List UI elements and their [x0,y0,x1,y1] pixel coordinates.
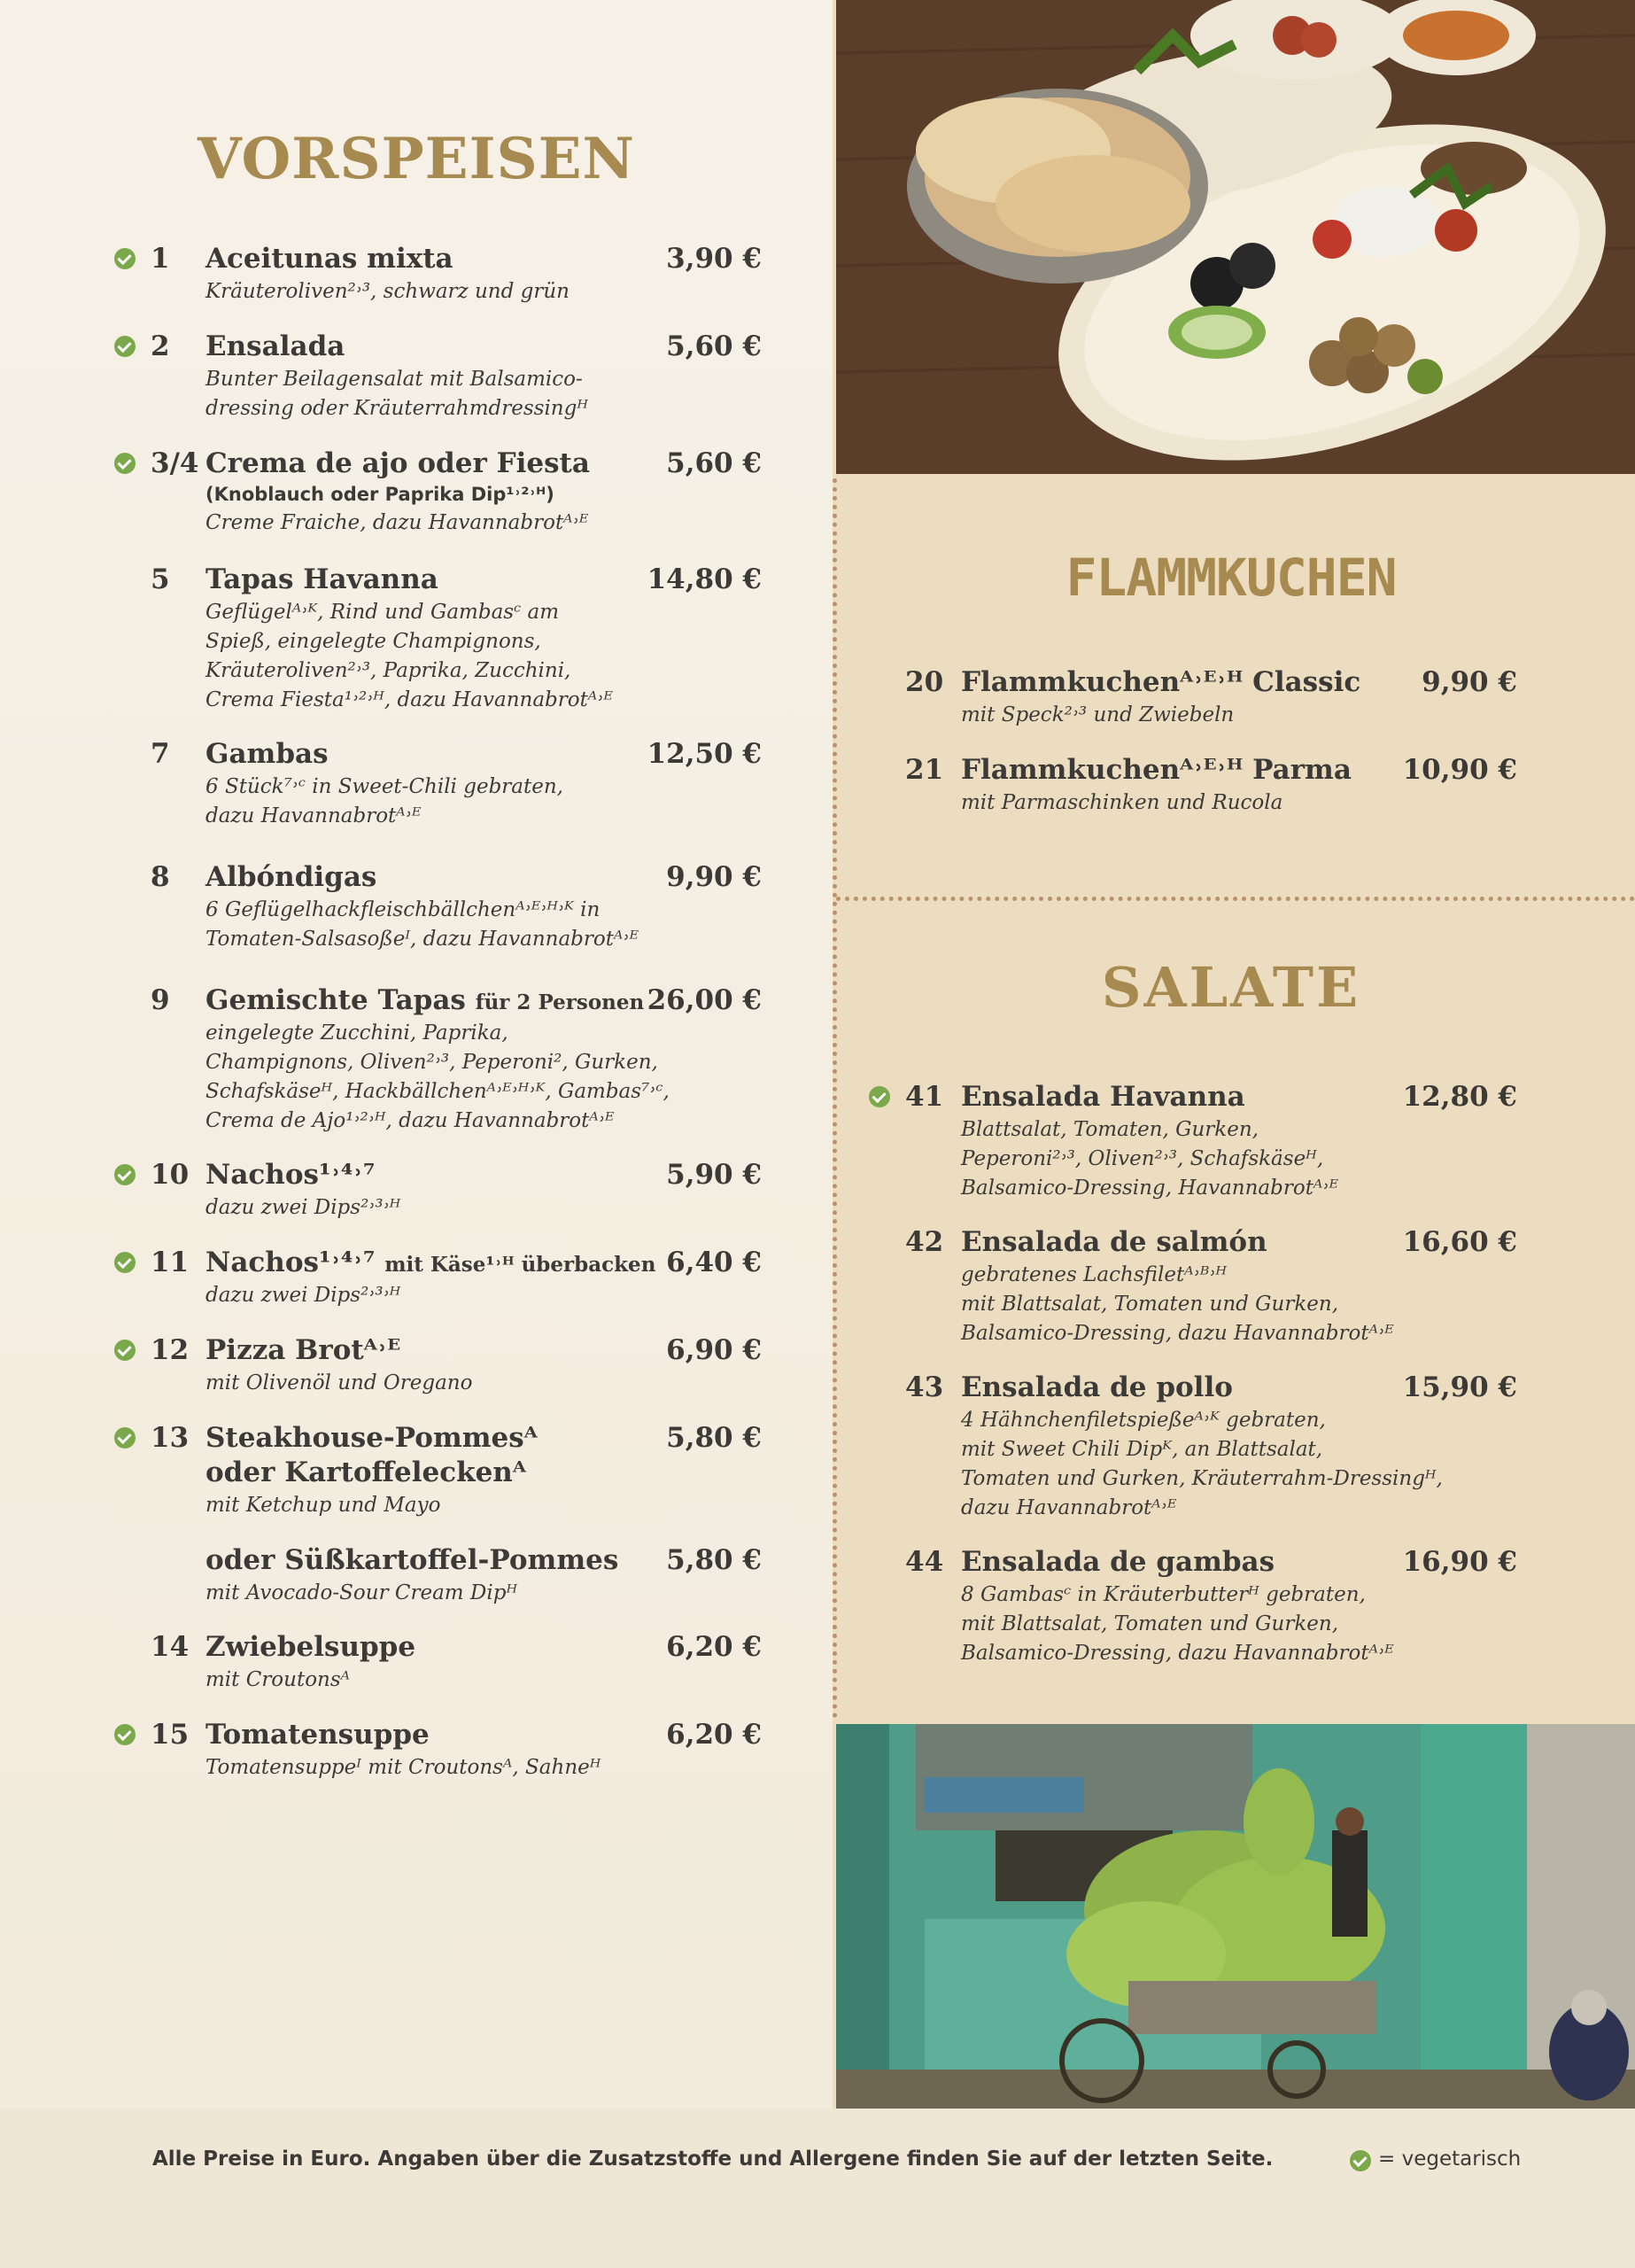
item-subtitle: (Knoblauch oder Paprika Dip¹˒²˒ᴴ) [205,484,554,505]
item-number: 3/4 [151,447,199,479]
item-price: 16,90 € [1402,1546,1517,1578]
item-name-note: mit Käse¹˒ᴴ überbacken [384,1253,656,1277]
item-number: 8 [151,861,170,893]
item-description: 4 Hähnchenfiletspießeᴬ˒ᴷ gebraten, [961,1409,1326,1432]
vegetarian-icon [114,1164,136,1185]
item-name: Ensalada de pollo [961,1371,1233,1403]
item-description: Balsamico-Dressing, Havannabrotᴬ˒ᴱ [961,1177,1339,1200]
item-price: 3,90 € [666,243,762,275]
item-description: Creme Fraiche, dazu Havannabrotᴬ˒ᴱ [205,511,589,534]
tapas-photo [836,0,1635,474]
item-number: 44 [905,1546,944,1578]
item-description: Balsamico-Dressing, dazu Havannabrotᴬ˒ᴱ [961,1322,1394,1345]
item-price: 12,80 € [1402,1081,1517,1113]
item-price: 6,40 € [666,1247,762,1278]
item-price: 26,00 € [647,984,762,1016]
item-description: Geflügelᴬ˒ᴷ, Rind und Gambasᶜ am [205,601,560,624]
item-price: 10,90 € [1402,754,1517,786]
item-price: 5,80 € [666,1544,762,1576]
item-description: dazu Havannabrotᴬ˒ᴱ [205,804,422,827]
item-number: 2 [151,330,170,362]
item-name: oder Süßkartoffel-Pommes [205,1544,619,1576]
item-name: Ensalada de salmón [961,1226,1267,1258]
vegetarian-icon [114,1427,136,1449]
item-description: Kräuteroliven²˒³, Paprika, Zucchini, [205,659,571,682]
item-name: Gambas [205,738,329,770]
item-price: 14,80 € [647,563,762,595]
item-number: 43 [905,1371,944,1403]
item-description: dazu zwei Dips²˒³˒ᴴ [205,1196,401,1219]
item-description: gebratenes Lachsfiletᴬ˒ᴮ˒ᴴ [961,1263,1228,1286]
item-description: Tomatensuppeᴵ mit Croutonsᴬ, Sahneᴴ [205,1756,601,1779]
item-name: Zwiebelsuppe [205,1631,416,1663]
heading-flammkuchen: FLAMMKUCHEN [1065,548,1397,608]
item-description: Crema Fiesta¹˒²˒ᴴ, dazu Havannabrotᴬ˒ᴱ [205,688,613,711]
divider-flamm-salate [836,897,1635,901]
item-description: Tomaten und Gurken, Kräuterrahm-Dressingᴴ, [961,1467,1443,1490]
item-name: Flammkuchenᴬ˒ᴱ˒ᴴ Classic [961,666,1361,698]
item-name: Ensalada de gambas [961,1546,1275,1578]
item-description: dazu Havannabrotᴬ˒ᴱ [961,1496,1177,1519]
heading-vorspeisen: VORSPEISEN [197,126,636,192]
item-description: Kräuteroliven²˒³, schwarz und grün [205,280,570,303]
item-name: Nachos¹˒⁴˒⁷ [205,1159,376,1191]
item-name: Albóndigas [205,861,377,893]
item-description: mit Ketchup und Mayo [205,1494,441,1517]
item-number: 1 [151,243,170,275]
item-name: Tapas Havanna [205,563,438,595]
item-description: Bunter Beilagensalat mit Balsamico- [205,368,583,391]
item-name: Aceitunas mixta [205,243,453,275]
item-description: Tomaten-Salsasoßeᴵ, dazu Havannabrotᴬ˒ᴱ [205,928,639,951]
footer [0,2109,1635,2268]
heading-salate: SALATE [1101,955,1361,1020]
item-name: Ensalada [205,330,345,362]
item-number: 5 [151,563,170,595]
item-name-note: für 2 Personen [475,990,645,1014]
vegetarian-icon [114,1724,136,1745]
item-description: 6 Stück⁷˒ᶜ in Sweet-Chili gebraten, [205,775,563,798]
item-description: mit Speck²˒³ und Zwiebeln [961,703,1235,726]
item-price: 5,90 € [666,1159,762,1191]
item-name: Crema de ajo oder Fiesta [205,447,590,479]
item-description: dressing oder Kräuterrahmdressingᴴ [205,397,588,420]
street-scene-photo [836,1724,1635,2109]
item-description: dazu zwei Dips²˒³˒ᴴ [205,1284,401,1307]
item-number: 11 [151,1247,190,1278]
item-price: 12,50 € [647,738,762,770]
vegetarian-icon [1350,2150,1371,2171]
divider-vertical [833,478,837,1719]
item-number: 13 [151,1422,190,1454]
item-price: 5,60 € [666,330,762,362]
item-description: mit Olivenöl und Oregano [205,1371,473,1394]
item-name [205,984,644,1016]
item-number: 15 [151,1719,190,1751]
item-description: mit Blattsalat, Tomaten und Gurken, [961,1293,1339,1316]
item-description: Crema de Ajo¹˒²˒ᴴ, dazu Havannabrotᴬ˒ᴱ [205,1109,615,1132]
item-description: mit Croutonsᴬ [205,1668,351,1691]
item-name: Tomatensuppe [205,1719,430,1751]
item-number: 21 [905,754,944,786]
item-name: Steakhouse-Pommesᴬ [205,1422,538,1454]
item-number: 20 [905,666,944,698]
item-description: mit Sweet Chili Dipᴷ, an Blattsalat, [961,1438,1323,1461]
item-description: mit Parmaschinken und Rucola [961,791,1283,814]
item-number: 41 [905,1081,944,1113]
item-price: 5,60 € [666,447,762,479]
item-description: mit Blattsalat, Tomaten und Gurken, [961,1612,1339,1635]
item-description: 6 Geflügelhackfleischbällchenᴬ˒ᴱ˒ᴴ˒ᴷ in [205,898,601,921]
item-name-main: Nachos¹˒⁴˒⁷ [205,1247,376,1278]
footer-note: Alle Preise in Euro. Angaben über die Zusatzstoffe und Allergene finden Sie auf der letzten Seite. [152,2148,1274,2171]
item-price: 9,90 € [666,861,762,893]
item-name-line2: oder Kartoffeleckenᴬ [205,1456,526,1488]
item-number: 7 [151,738,170,770]
item-name: Flammkuchenᴬ˒ᴱ˒ᴴ Parma [961,754,1352,786]
item-price: 5,80 € [666,1422,762,1454]
vegetarian-icon [114,248,136,269]
item-price: 9,90 € [1422,666,1517,698]
item-number: 14 [151,1631,190,1663]
item-name [205,1247,655,1278]
item-description: 8 Gambasᶜ in Kräuterbutterᴴ gebraten, [961,1583,1366,1606]
item-description: Spieß, eingelegte Champignons, [205,630,541,653]
item-description: Champignons, Oliven²˒³, Peperoni², Gurken, [205,1051,658,1074]
legend-vegetarian: = vegetarisch [1378,2148,1522,2171]
item-description: Peperoni²˒³, Oliven²˒³, Schafskäseᴴ, [961,1147,1324,1170]
item-description: mit Avocado-Sour Cream Dipᴴ [205,1581,518,1604]
item-price: 6,20 € [666,1631,762,1663]
vegetarian-icon [869,1086,890,1107]
item-name: Pizza Brotᴬ˒ᴱ [205,1334,401,1366]
item-description: Blattsalat, Tomaten, Gurken, [961,1118,1259,1141]
vegetarian-icon [114,453,136,474]
item-number: 42 [905,1226,944,1258]
vegetarian-icon [114,1340,136,1361]
item-price: 15,90 € [1402,1371,1517,1403]
vegetarian-icon [114,336,136,357]
item-description: eingelegte Zucchini, Paprika, [205,1021,508,1045]
item-name: Ensalada Havanna [961,1081,1245,1113]
item-price: 6,90 € [666,1334,762,1366]
item-price: 6,20 € [666,1719,762,1751]
item-number: 9 [151,984,170,1016]
item-number: 12 [151,1334,190,1366]
item-description: Balsamico-Dressing, dazu Havannabrotᴬ˒ᴱ [961,1642,1394,1665]
item-description: Schafskäseᴴ, Hackbällchenᴬ˒ᴱ˒ᴴ˒ᴷ, Gambas⁷˒ᶜ, [205,1080,670,1103]
item-name-main: Gemischte Tapas [205,984,466,1016]
vegetarian-icon [114,1252,136,1273]
item-number: 10 [151,1159,190,1191]
item-price: 16,60 € [1402,1226,1517,1258]
